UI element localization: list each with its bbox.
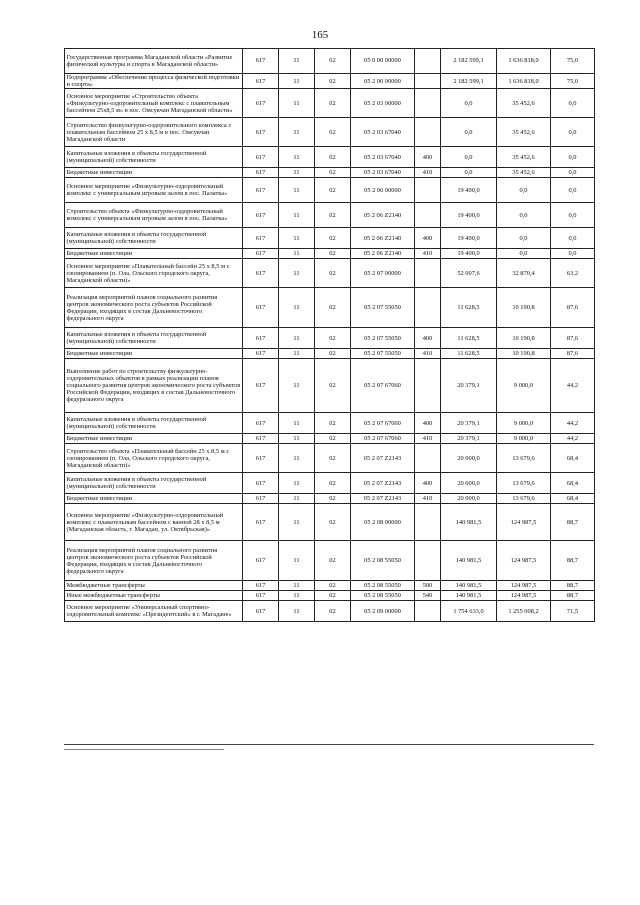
row-executed: 13 679,6 — [497, 473, 551, 494]
row-section: 11 — [279, 168, 315, 178]
row-name: Капитальные вложения в объекты государственной (муниципальной) собственности — [65, 328, 243, 349]
row-target-article: 05 2 03 67040 — [351, 118, 415, 147]
row-expense-type — [415, 89, 441, 118]
row-subsection: 02 — [315, 118, 351, 147]
row-executed: 9 000,0 — [497, 413, 551, 434]
row-ministry: 617 — [243, 349, 279, 359]
row-percent: 0,0 — [551, 228, 595, 249]
table-row — [65, 434, 595, 444]
row-subsection: 02 — [315, 228, 351, 249]
row-target-article: 05 2 08 00000 — [351, 504, 415, 541]
row-percent: 75,0 — [551, 49, 595, 74]
table-row — [65, 259, 595, 288]
row-subsection: 02 — [315, 249, 351, 259]
row-percent: 0,0 — [551, 249, 595, 259]
row-target-article: 05 0 00 00000 — [351, 49, 415, 74]
row-percent: 0,0 — [551, 147, 595, 168]
row-section: 11 — [279, 359, 315, 413]
row-name: Строительство объекта «Плавательный бассейн 25 х 8,5 м с озонированием (п. Ола, Ольского городского округа, Магаданской области)» — [65, 444, 243, 473]
row-plan: 140 981,5 — [441, 591, 497, 601]
row-plan: 11 628,5 — [441, 349, 497, 359]
row-executed: 124 987,5 — [497, 541, 551, 581]
row-target-article: 05 2 08 55050 — [351, 541, 415, 581]
table-row — [65, 494, 595, 504]
row-expense-type: 400 — [415, 413, 441, 434]
row-target-article: 05 2 07 55050 — [351, 349, 415, 359]
row-subsection: 02 — [315, 147, 351, 168]
row-ministry: 617 — [243, 581, 279, 591]
bottom-rule — [64, 744, 594, 745]
table-row — [65, 359, 595, 413]
row-plan: 20 379,1 — [441, 434, 497, 444]
row-subsection: 02 — [315, 259, 351, 288]
row-ministry: 617 — [243, 504, 279, 541]
budget-table-body — [65, 49, 595, 622]
row-section: 11 — [279, 288, 315, 328]
row-name: Основное мероприятие «Физкультурно-оздоровительный комплекс с универсальным игровым залом в пос. Палатка» — [65, 178, 243, 203]
row-target-article: 05 2 06 Z2140 — [351, 249, 415, 259]
row-name: Реализация мероприятий планов социального развития центров экономического роста субъектов Российской Федерации, входящих в состав Дальневосточного федерального округа — [65, 288, 243, 328]
table-row — [65, 178, 595, 203]
row-name: Бюджетные инвестиции — [65, 434, 243, 444]
row-name: Бюджетные инвестиции — [65, 249, 243, 259]
row-name: Государственная программа Магаданской области «Развитие физической культуры и спорта в Магаданской области» — [65, 49, 243, 74]
row-plan: 0,0 — [441, 89, 497, 118]
row-target-article: 05 2 08 55050 — [351, 581, 415, 591]
row-expense-type: 540 — [415, 591, 441, 601]
row-plan: 1 754 633,0 — [441, 601, 497, 622]
table-row — [65, 328, 595, 349]
row-target-article: 05 2 03 67040 — [351, 168, 415, 178]
row-subsection: 02 — [315, 434, 351, 444]
row-name: Капитальные вложения в объекты государственной (муниципальной) собственности — [65, 147, 243, 168]
row-ministry: 617 — [243, 473, 279, 494]
row-name: Бюджетные инвестиции — [65, 494, 243, 504]
row-target-article: 05 2 06 00000 — [351, 178, 415, 203]
row-target-article: 05 2 07 67060 — [351, 413, 415, 434]
row-percent: 87,6 — [551, 349, 595, 359]
row-executed: 124 987,5 — [497, 591, 551, 601]
row-name: Капитальные вложения в объекты государственной (муниципальной) собственности — [65, 228, 243, 249]
row-percent: 68,4 — [551, 494, 595, 504]
row-name: Выполнение работ по строительству физкультурно-оздоровительных объектов в рамках реализации планов социального развития центров экономического роста субъектов Российской Федерации, входящих в состав Дальневосточного федерального округа — [65, 359, 243, 413]
row-subsection: 02 — [315, 178, 351, 203]
row-percent: 68,4 — [551, 444, 595, 473]
row-percent: 88,7 — [551, 541, 595, 581]
row-percent: 0,0 — [551, 89, 595, 118]
row-ministry: 617 — [243, 49, 279, 74]
row-plan: 140 981,5 — [441, 541, 497, 581]
row-percent: 44,2 — [551, 359, 595, 413]
row-expense-type — [415, 259, 441, 288]
table-row — [65, 49, 595, 74]
row-executed: 1 255 008,2 — [497, 601, 551, 622]
row-executed: 35 452,6 — [497, 168, 551, 178]
row-plan: 20 379,1 — [441, 359, 497, 413]
row-plan: 0,0 — [441, 168, 497, 178]
row-executed: 13 679,6 — [497, 494, 551, 504]
row-section: 11 — [279, 249, 315, 259]
row-expense-type: 500 — [415, 581, 441, 591]
row-section: 11 — [279, 203, 315, 228]
row-executed: 0,0 — [497, 228, 551, 249]
row-percent: 0,0 — [551, 178, 595, 203]
row-section: 11 — [279, 473, 315, 494]
row-percent: 68,4 — [551, 473, 595, 494]
row-ministry: 617 — [243, 359, 279, 413]
row-target-article: 05 2 00 00000 — [351, 74, 415, 89]
table-row — [65, 118, 595, 147]
row-subsection: 02 — [315, 349, 351, 359]
row-executed: 9 000,0 — [497, 434, 551, 444]
row-expense-type — [415, 203, 441, 228]
row-executed: 9 000,0 — [497, 359, 551, 413]
row-subsection: 02 — [315, 288, 351, 328]
row-expense-type: 410 — [415, 494, 441, 504]
row-section: 11 — [279, 74, 315, 89]
row-name: Межбюджетные трансферты — [65, 581, 243, 591]
row-ministry: 617 — [243, 203, 279, 228]
row-plan: 11 628,5 — [441, 288, 497, 328]
row-subsection: 02 — [315, 504, 351, 541]
table-row — [65, 591, 595, 601]
row-percent: 63,2 — [551, 259, 595, 288]
row-plan: 140 981,5 — [441, 504, 497, 541]
row-executed: 32 870,4 — [497, 259, 551, 288]
row-subsection: 02 — [315, 601, 351, 622]
row-subsection: 02 — [315, 413, 351, 434]
row-executed: 1 636 818,0 — [497, 49, 551, 74]
table-row — [65, 288, 595, 328]
row-percent: 87,6 — [551, 288, 595, 328]
row-target-article: 05 2 07 00000 — [351, 259, 415, 288]
row-expense-type — [415, 178, 441, 203]
row-section: 11 — [279, 349, 315, 359]
row-expense-type — [415, 118, 441, 147]
row-section: 11 — [279, 494, 315, 504]
row-ministry: 617 — [243, 178, 279, 203]
row-executed: 1 636 818,0 — [497, 74, 551, 89]
row-subsection: 02 — [315, 541, 351, 581]
row-ministry: 617 — [243, 328, 279, 349]
row-section: 11 — [279, 601, 315, 622]
row-section: 11 — [279, 259, 315, 288]
table-row — [65, 349, 595, 359]
row-section: 11 — [279, 118, 315, 147]
row-target-article: 05 2 07 55050 — [351, 328, 415, 349]
row-section: 11 — [279, 413, 315, 434]
table-row — [65, 147, 595, 168]
row-plan: 2 182 599,1 — [441, 49, 497, 74]
row-section: 11 — [279, 49, 315, 74]
row-target-article: 05 2 07 67060 — [351, 434, 415, 444]
row-percent: 88,7 — [551, 591, 595, 601]
row-name: Иные межбюджетные трансферты — [65, 591, 243, 601]
row-target-article: 05 2 03 00000 — [351, 89, 415, 118]
row-executed: 0,0 — [497, 249, 551, 259]
row-subsection: 02 — [315, 328, 351, 349]
row-plan: 20 379,1 — [441, 413, 497, 434]
row-percent: 75,0 — [551, 74, 595, 89]
table-row — [65, 203, 595, 228]
row-percent: 88,7 — [551, 581, 595, 591]
row-name: Реализация мероприятий планов социального развития центров экономического роста субъектов Российской Федерации, входящих в состав Дальневосточного федерального округа — [65, 541, 243, 581]
row-plan: 19 400,0 — [441, 228, 497, 249]
row-plan: 19 400,0 — [441, 178, 497, 203]
row-percent: 88,7 — [551, 504, 595, 541]
row-section: 11 — [279, 89, 315, 118]
row-expense-type: 410 — [415, 434, 441, 444]
row-ministry: 617 — [243, 434, 279, 444]
row-executed: 124 987,5 — [497, 581, 551, 591]
row-ministry: 617 — [243, 259, 279, 288]
bottom-rule-short — [64, 749, 224, 750]
row-expense-type: 400 — [415, 473, 441, 494]
row-percent: 44,2 — [551, 413, 595, 434]
row-percent: 0,0 — [551, 168, 595, 178]
row-section: 11 — [279, 591, 315, 601]
row-plan: 20 000,0 — [441, 494, 497, 504]
table-row — [65, 168, 595, 178]
row-ministry: 617 — [243, 541, 279, 581]
row-executed: 0,0 — [497, 203, 551, 228]
row-target-article: 05 2 09 00000 — [351, 601, 415, 622]
row-plan: 0,0 — [441, 147, 497, 168]
row-name: Подпрограмма «Обеспечение процесса физической подготовки и спорта» — [65, 74, 243, 89]
row-section: 11 — [279, 581, 315, 591]
row-expense-type — [415, 541, 441, 581]
row-plan: 19 400,0 — [441, 203, 497, 228]
row-target-article: 05 2 07 Z2143 — [351, 473, 415, 494]
row-section: 11 — [279, 434, 315, 444]
row-subsection: 02 — [315, 581, 351, 591]
row-subsection: 02 — [315, 591, 351, 601]
row-plan: 52 007,6 — [441, 259, 497, 288]
row-executed: 35 452,6 — [497, 147, 551, 168]
row-executed: 124 987,5 — [497, 504, 551, 541]
row-percent: 44,2 — [551, 434, 595, 444]
row-expense-type: 400 — [415, 228, 441, 249]
row-subsection: 02 — [315, 89, 351, 118]
row-name: Основное мероприятие «Физкультурно-оздоровительный комплекс с плавательным бассейном с ванной 28 х 8,5 м (Магаданская область, г. Магадан, ул. Октябрьская)» — [65, 504, 243, 541]
row-name: Основное мероприятие «Строительство объекта «Физкультурно-оздоровительный комплекс с плавательным бассейном 25х8,5 м» в пос. Омсукчан Магаданской области» — [65, 89, 243, 118]
row-name: Капитальные вложения в объекты государственной (муниципальной) собственности — [65, 413, 243, 434]
row-target-article: 05 2 06 Z2140 — [351, 203, 415, 228]
row-executed: 10 190,8 — [497, 288, 551, 328]
row-section: 11 — [279, 541, 315, 581]
row-plan: 2 182 599,1 — [441, 74, 497, 89]
table-row — [65, 228, 595, 249]
budget-table — [64, 48, 595, 622]
row-ministry: 617 — [243, 591, 279, 601]
row-subsection: 02 — [315, 49, 351, 74]
row-ministry: 617 — [243, 444, 279, 473]
row-plan: 20 000,0 — [441, 444, 497, 473]
table-row — [65, 74, 595, 89]
row-name: Бюджетные инвестиции — [65, 168, 243, 178]
row-ministry: 617 — [243, 89, 279, 118]
row-subsection: 02 — [315, 359, 351, 413]
row-executed: 10 190,8 — [497, 349, 551, 359]
row-expense-type: 410 — [415, 249, 441, 259]
row-section: 11 — [279, 444, 315, 473]
row-executed: 13 679,6 — [497, 444, 551, 473]
row-subsection: 02 — [315, 444, 351, 473]
row-ministry: 617 — [243, 494, 279, 504]
row-target-article: 05 2 08 55050 — [351, 591, 415, 601]
row-percent: 0,0 — [551, 203, 595, 228]
table-row — [65, 601, 595, 622]
table-row — [65, 541, 595, 581]
row-ministry: 617 — [243, 147, 279, 168]
row-ministry: 617 — [243, 74, 279, 89]
row-target-article: 05 2 03 67040 — [351, 147, 415, 168]
table-row — [65, 473, 595, 494]
row-ministry: 617 — [243, 228, 279, 249]
row-executed: 35 452,6 — [497, 89, 551, 118]
row-name: Основное мероприятие «Универсальный спортивно-оздоровительный комплекс «Президентский» в г. Магадане» — [65, 601, 243, 622]
page-number: 165 — [311, 29, 329, 41]
row-executed: 10 190,8 — [497, 328, 551, 349]
row-expense-type: 400 — [415, 147, 441, 168]
row-expense-type: 400 — [415, 328, 441, 349]
row-expense-type: 410 — [415, 349, 441, 359]
row-subsection: 02 — [315, 494, 351, 504]
row-expense-type — [415, 288, 441, 328]
table-row — [65, 249, 595, 259]
row-plan: 19 400,0 — [441, 249, 497, 259]
row-ministry: 617 — [243, 288, 279, 328]
row-section: 11 — [279, 178, 315, 203]
row-target-article: 05 2 07 Z2143 — [351, 494, 415, 504]
row-subsection: 02 — [315, 473, 351, 494]
row-subsection: 02 — [315, 203, 351, 228]
row-subsection: 02 — [315, 74, 351, 89]
table-row — [65, 89, 595, 118]
row-expense-type — [415, 504, 441, 541]
row-percent: 71,5 — [551, 601, 595, 622]
table-row — [65, 444, 595, 473]
row-ministry: 617 — [243, 601, 279, 622]
row-expense-type: 410 — [415, 168, 441, 178]
row-name: Строительство объекта «Физкультурно-оздоровительный комплекс с универсальным игровым залом в пос. Палатка» — [65, 203, 243, 228]
table-row — [65, 581, 595, 591]
row-executed: 35 452,6 — [497, 118, 551, 147]
row-expense-type — [415, 49, 441, 74]
row-subsection: 02 — [315, 168, 351, 178]
row-name: Строительство физкультурно-оздоровительного комплекса с плавательным бассейном 25 х 8,5 м в пос. Омсукчан Магаданской области — [65, 118, 243, 147]
row-percent: 87,6 — [551, 328, 595, 349]
row-expense-type — [415, 444, 441, 473]
row-section: 11 — [279, 228, 315, 249]
row-ministry: 617 — [243, 168, 279, 178]
row-expense-type — [415, 74, 441, 89]
row-ministry: 617 — [243, 413, 279, 434]
row-plan: 0,0 — [441, 118, 497, 147]
row-target-article: 05 2 07 Z2143 — [351, 444, 415, 473]
row-section: 11 — [279, 328, 315, 349]
row-plan: 11 628,5 — [441, 328, 497, 349]
row-ministry: 617 — [243, 249, 279, 259]
row-name: Основное мероприятие «Плавательный бассейн 25 х 8,5 м с озонированием (п. Ола, Ольского городского округа, Магаданской области)» — [65, 259, 243, 288]
row-target-article: 05 2 07 67060 — [351, 359, 415, 413]
row-plan: 140 981,5 — [441, 581, 497, 591]
row-expense-type — [415, 601, 441, 622]
row-section: 11 — [279, 147, 315, 168]
row-target-article: 05 2 06 Z2140 — [351, 228, 415, 249]
table-row — [65, 413, 595, 434]
row-name: Бюджетные инвестиции — [65, 349, 243, 359]
row-plan: 20 000,0 — [441, 473, 497, 494]
row-executed: 0,0 — [497, 178, 551, 203]
row-name: Капитальные вложения в объекты государственной (муниципальной) собственности — [65, 473, 243, 494]
row-expense-type — [415, 359, 441, 413]
table-row — [65, 504, 595, 541]
row-target-article: 05 2 07 55050 — [351, 288, 415, 328]
row-ministry: 617 — [243, 118, 279, 147]
row-percent: 0,0 — [551, 118, 595, 147]
row-section: 11 — [279, 504, 315, 541]
